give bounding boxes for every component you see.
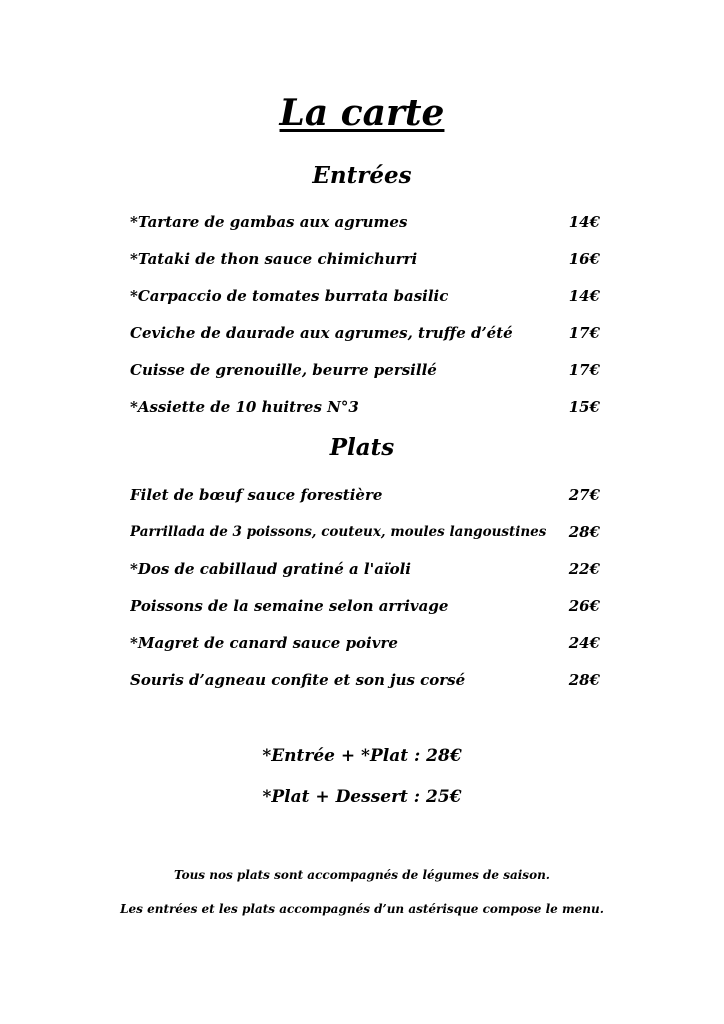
- dish-price: 15€: [568, 397, 600, 416]
- dish-price: 27€: [568, 485, 600, 504]
- dish-price: 24€: [568, 633, 600, 652]
- dish-price: 17€: [568, 323, 600, 342]
- dish-name: *Assiette de 10 huitres N°3: [130, 397, 359, 416]
- menu-list-entrees: [130, 203, 600, 425]
- menu-item: [130, 314, 600, 351]
- dish-price: 26€: [568, 596, 600, 615]
- dish-price: 16€: [568, 249, 600, 268]
- menu-item: [130, 203, 600, 240]
- dish-name: *Tataki de thon sauce chimichurri: [130, 249, 418, 268]
- dish-name: Poissons de la semaine selon arrivage: [130, 596, 449, 615]
- dish-name: Souris d’agneau confite et son jus corsé: [130, 670, 466, 689]
- dish-price: 14€: [568, 286, 600, 305]
- section-title-plats: Plats: [329, 434, 395, 461]
- page-title: La carte: [279, 92, 445, 134]
- menu-item: [130, 550, 600, 587]
- dish-price: 14€: [568, 212, 600, 231]
- section-title-entrees: Entrées: [312, 162, 412, 189]
- dish-price: 17€: [568, 360, 600, 379]
- menu-formula: *Entrée + *Plat : 28€: [262, 746, 462, 766]
- dish-price: 28€: [568, 522, 600, 541]
- menu-item: [130, 661, 600, 698]
- menu-list-plats: [130, 476, 600, 698]
- menu-item: [130, 587, 600, 624]
- menu-item: [130, 624, 600, 661]
- dish-price: 22€: [568, 559, 600, 578]
- dish-name: *Carpaccio de tomates burrata basilic: [130, 286, 449, 305]
- dish-name: Cuisse de grenouille, beurre persillé: [130, 360, 437, 379]
- dish-name: Parrillada de 3 poissons, couteux, moules langoustines: [130, 523, 547, 540]
- menu-item: [130, 388, 600, 425]
- menu-item: [130, 476, 600, 513]
- dish-price: 28€: [568, 670, 600, 689]
- menu-item: [130, 277, 600, 314]
- menu-formula: *Plat + Dessert : 25€: [262, 787, 462, 807]
- footnote: Les entrées et les plats accompagnés d’un astérisque compose le menu.: [120, 902, 604, 916]
- dish-name: Filet de bœuf sauce forestière: [130, 485, 383, 504]
- dish-name: Ceviche de daurade aux agrumes, truffe d’été: [130, 323, 513, 342]
- menu-item: [130, 240, 600, 277]
- dish-name: *Magret de canard sauce poivre: [130, 633, 398, 652]
- menu-item: [130, 351, 600, 388]
- menu-item: [130, 513, 600, 550]
- dish-name: *Dos de cabillaud gratiné a l'aïoli: [130, 559, 412, 578]
- dish-name: *Tartare de gambas aux agrumes: [130, 212, 408, 231]
- footnote: Tous nos plats sont accompagnés de légumes de saison.: [174, 868, 550, 882]
